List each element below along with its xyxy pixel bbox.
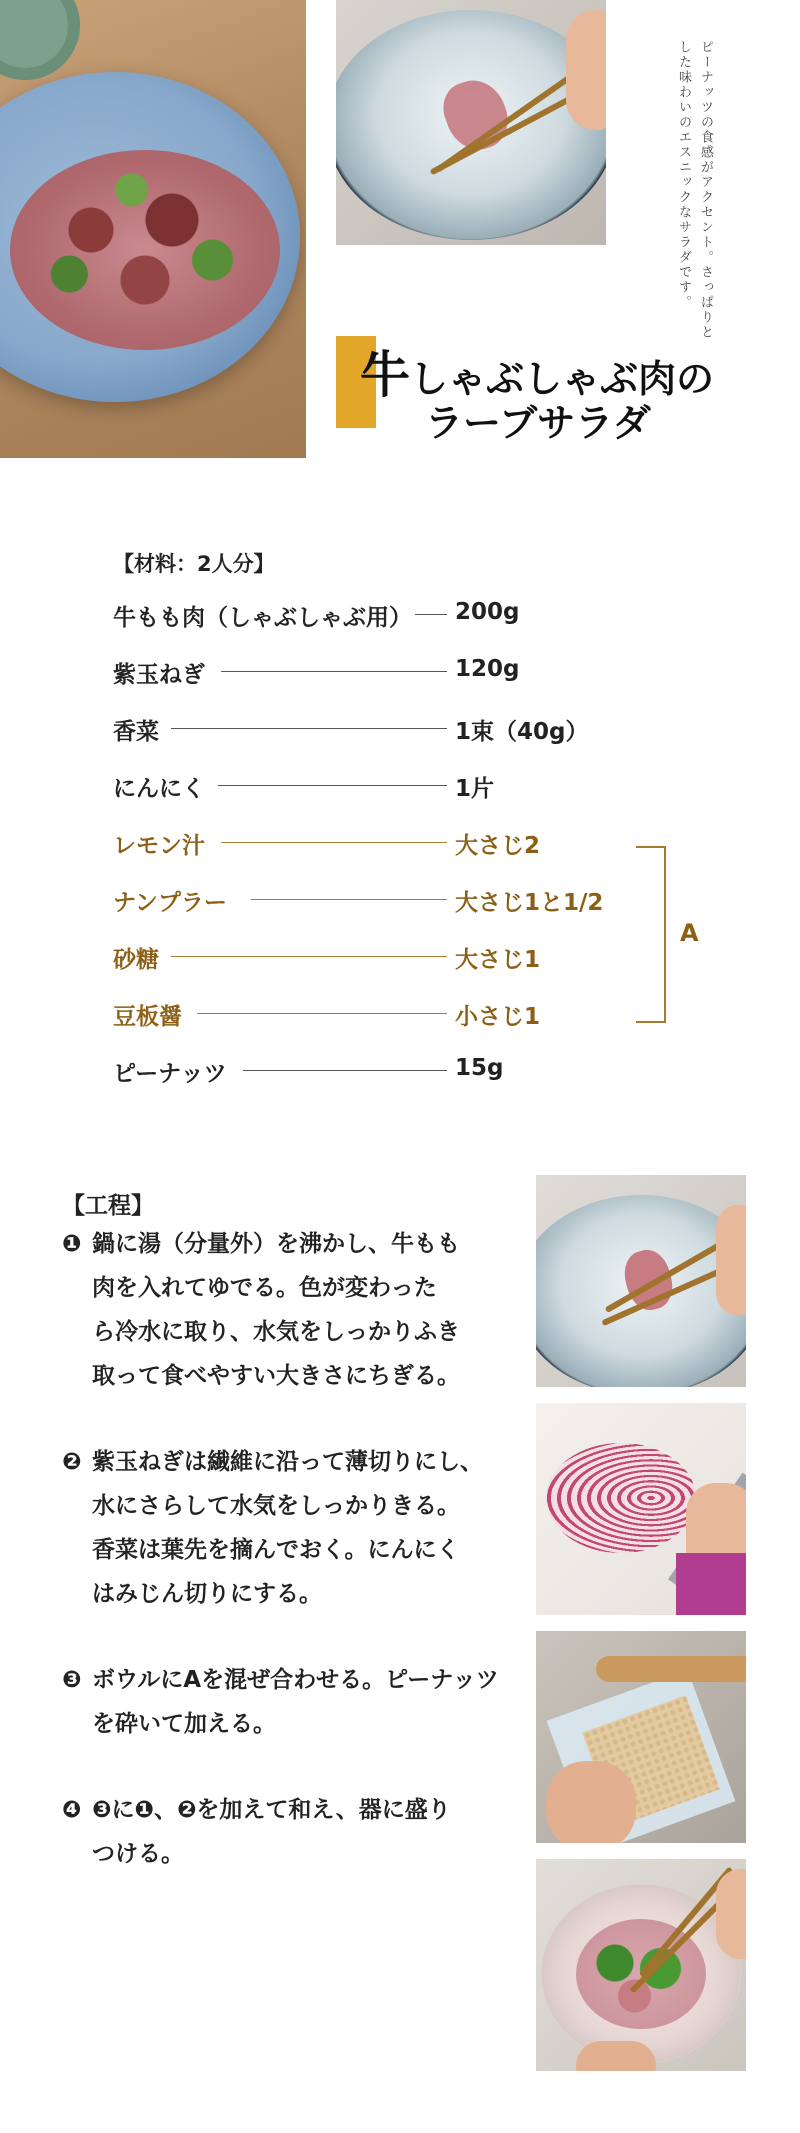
- leader-line: [251, 899, 447, 900]
- step-text-line: はみじん切りにする。: [92, 1581, 322, 1607]
- step-text-line: を砕いて加える。: [92, 1711, 276, 1737]
- step-4-photo: [536, 1859, 746, 2071]
- ingredient-amount: 大さじ1: [455, 947, 541, 973]
- ingredient-name: 牛もも肉（しゃぶしゃぶ用）: [113, 605, 412, 631]
- ingredient-name: レモン汁: [113, 833, 205, 859]
- step-text-line: 香菜は葉先を摘んでおく。にんにく: [92, 1537, 460, 1563]
- ingredient-row-group-a: [113, 884, 653, 914]
- step-text-line: 水にさらして水気をしっかりきる。: [92, 1493, 460, 1519]
- step-text-line: 鍋に湯（分量外）を沸かし、牛もも: [92, 1231, 460, 1257]
- step-text-line: ら冷水に取り、水気をしっかりふき: [92, 1319, 460, 1345]
- ingredient-amount: 1束（40g）: [455, 719, 589, 745]
- leader-line: [243, 1070, 447, 1071]
- step-text-line: 取って食べやすい大きさにちぎる。: [92, 1363, 460, 1389]
- ingredient-row-group-a: [113, 941, 653, 971]
- ingredient-name: 豆板醤: [113, 1004, 182, 1030]
- step-4: [62, 1788, 512, 1876]
- leader-line: [171, 728, 447, 729]
- step-text-line: つける。: [92, 1841, 184, 1867]
- ingredient-name: ピーナッツ: [113, 1061, 227, 1087]
- ingredient-amount: 小さじ1: [455, 1004, 541, 1030]
- ingredient-row: [113, 599, 653, 629]
- step-text-line: 紫玉ねぎは繊維に沿って薄切りにし、: [92, 1449, 483, 1475]
- intro-blurb: ピーナッツの食感がアクセント。さっぱりとした味わいのエスニックなサラダです。: [676, 40, 713, 340]
- ingredient-amount: 大さじ1と1/2: [455, 890, 604, 916]
- ingredient-name: にんにく: [113, 776, 205, 802]
- leader-line: [221, 842, 447, 843]
- leader-line: [171, 956, 447, 957]
- leader-line: [218, 785, 447, 786]
- ingredient-amount: 120g: [455, 656, 520, 682]
- ingredient-amount: 15g: [455, 1055, 504, 1081]
- steps-heading: 【工程】: [62, 1193, 154, 1219]
- ingredient-row: [113, 656, 653, 686]
- ingredient-row: [113, 1055, 653, 1085]
- step-3-photo: [536, 1631, 746, 1843]
- group-a-label: A: [680, 919, 699, 947]
- step-text-line: ❸に❶、❷を加えて和え、器に盛り: [92, 1797, 451, 1823]
- ingredient-row-group-a: [113, 998, 653, 1028]
- step-1-photo: [536, 1175, 746, 1387]
- ingredient-name: 香菜: [113, 719, 159, 745]
- step-number: ❹: [62, 1797, 82, 1823]
- step-2: [62, 1440, 512, 1616]
- step-2-photo: [536, 1403, 746, 1615]
- step-number: ❷: [62, 1449, 82, 1475]
- step-3: [62, 1658, 512, 1746]
- ingredient-row: [113, 713, 653, 743]
- step-1: [62, 1222, 512, 1398]
- boiling-pot-photo: [336, 0, 606, 245]
- step-text-line: ボウルにAを混ぜ合わせる。ピーナッツ: [92, 1667, 499, 1693]
- title-first-char: 牛: [360, 346, 410, 404]
- ingredient-row-group-a: [113, 827, 653, 857]
- step-number: ❶: [62, 1231, 82, 1257]
- leader-line: [197, 1013, 447, 1014]
- step-text-line: 肉を入れてゆでる。色が変わった: [92, 1275, 437, 1301]
- leader-line: [415, 614, 447, 615]
- step-number: ❸: [62, 1667, 82, 1693]
- ingredient-row: [113, 770, 653, 800]
- ingredient-name: 紫玉ねぎ: [113, 662, 205, 688]
- title-line1-rest: しゃぶしゃぶ肉の: [410, 357, 715, 401]
- ingredient-name: 砂糖: [113, 947, 159, 973]
- dish-photo: [0, 0, 306, 458]
- ingredient-amount: 200g: [455, 599, 520, 625]
- ingredient-name: ナンプラー: [113, 890, 227, 916]
- group-a-bracket: [636, 846, 666, 1023]
- ingredient-amount: 1片: [455, 776, 495, 802]
- ingredient-amount: 大さじ2: [455, 833, 541, 859]
- ingredients-heading: 【材料：2人分】: [113, 552, 275, 576]
- leader-line: [221, 671, 447, 672]
- recipe-title-line2: ラーブサラダ: [425, 401, 651, 445]
